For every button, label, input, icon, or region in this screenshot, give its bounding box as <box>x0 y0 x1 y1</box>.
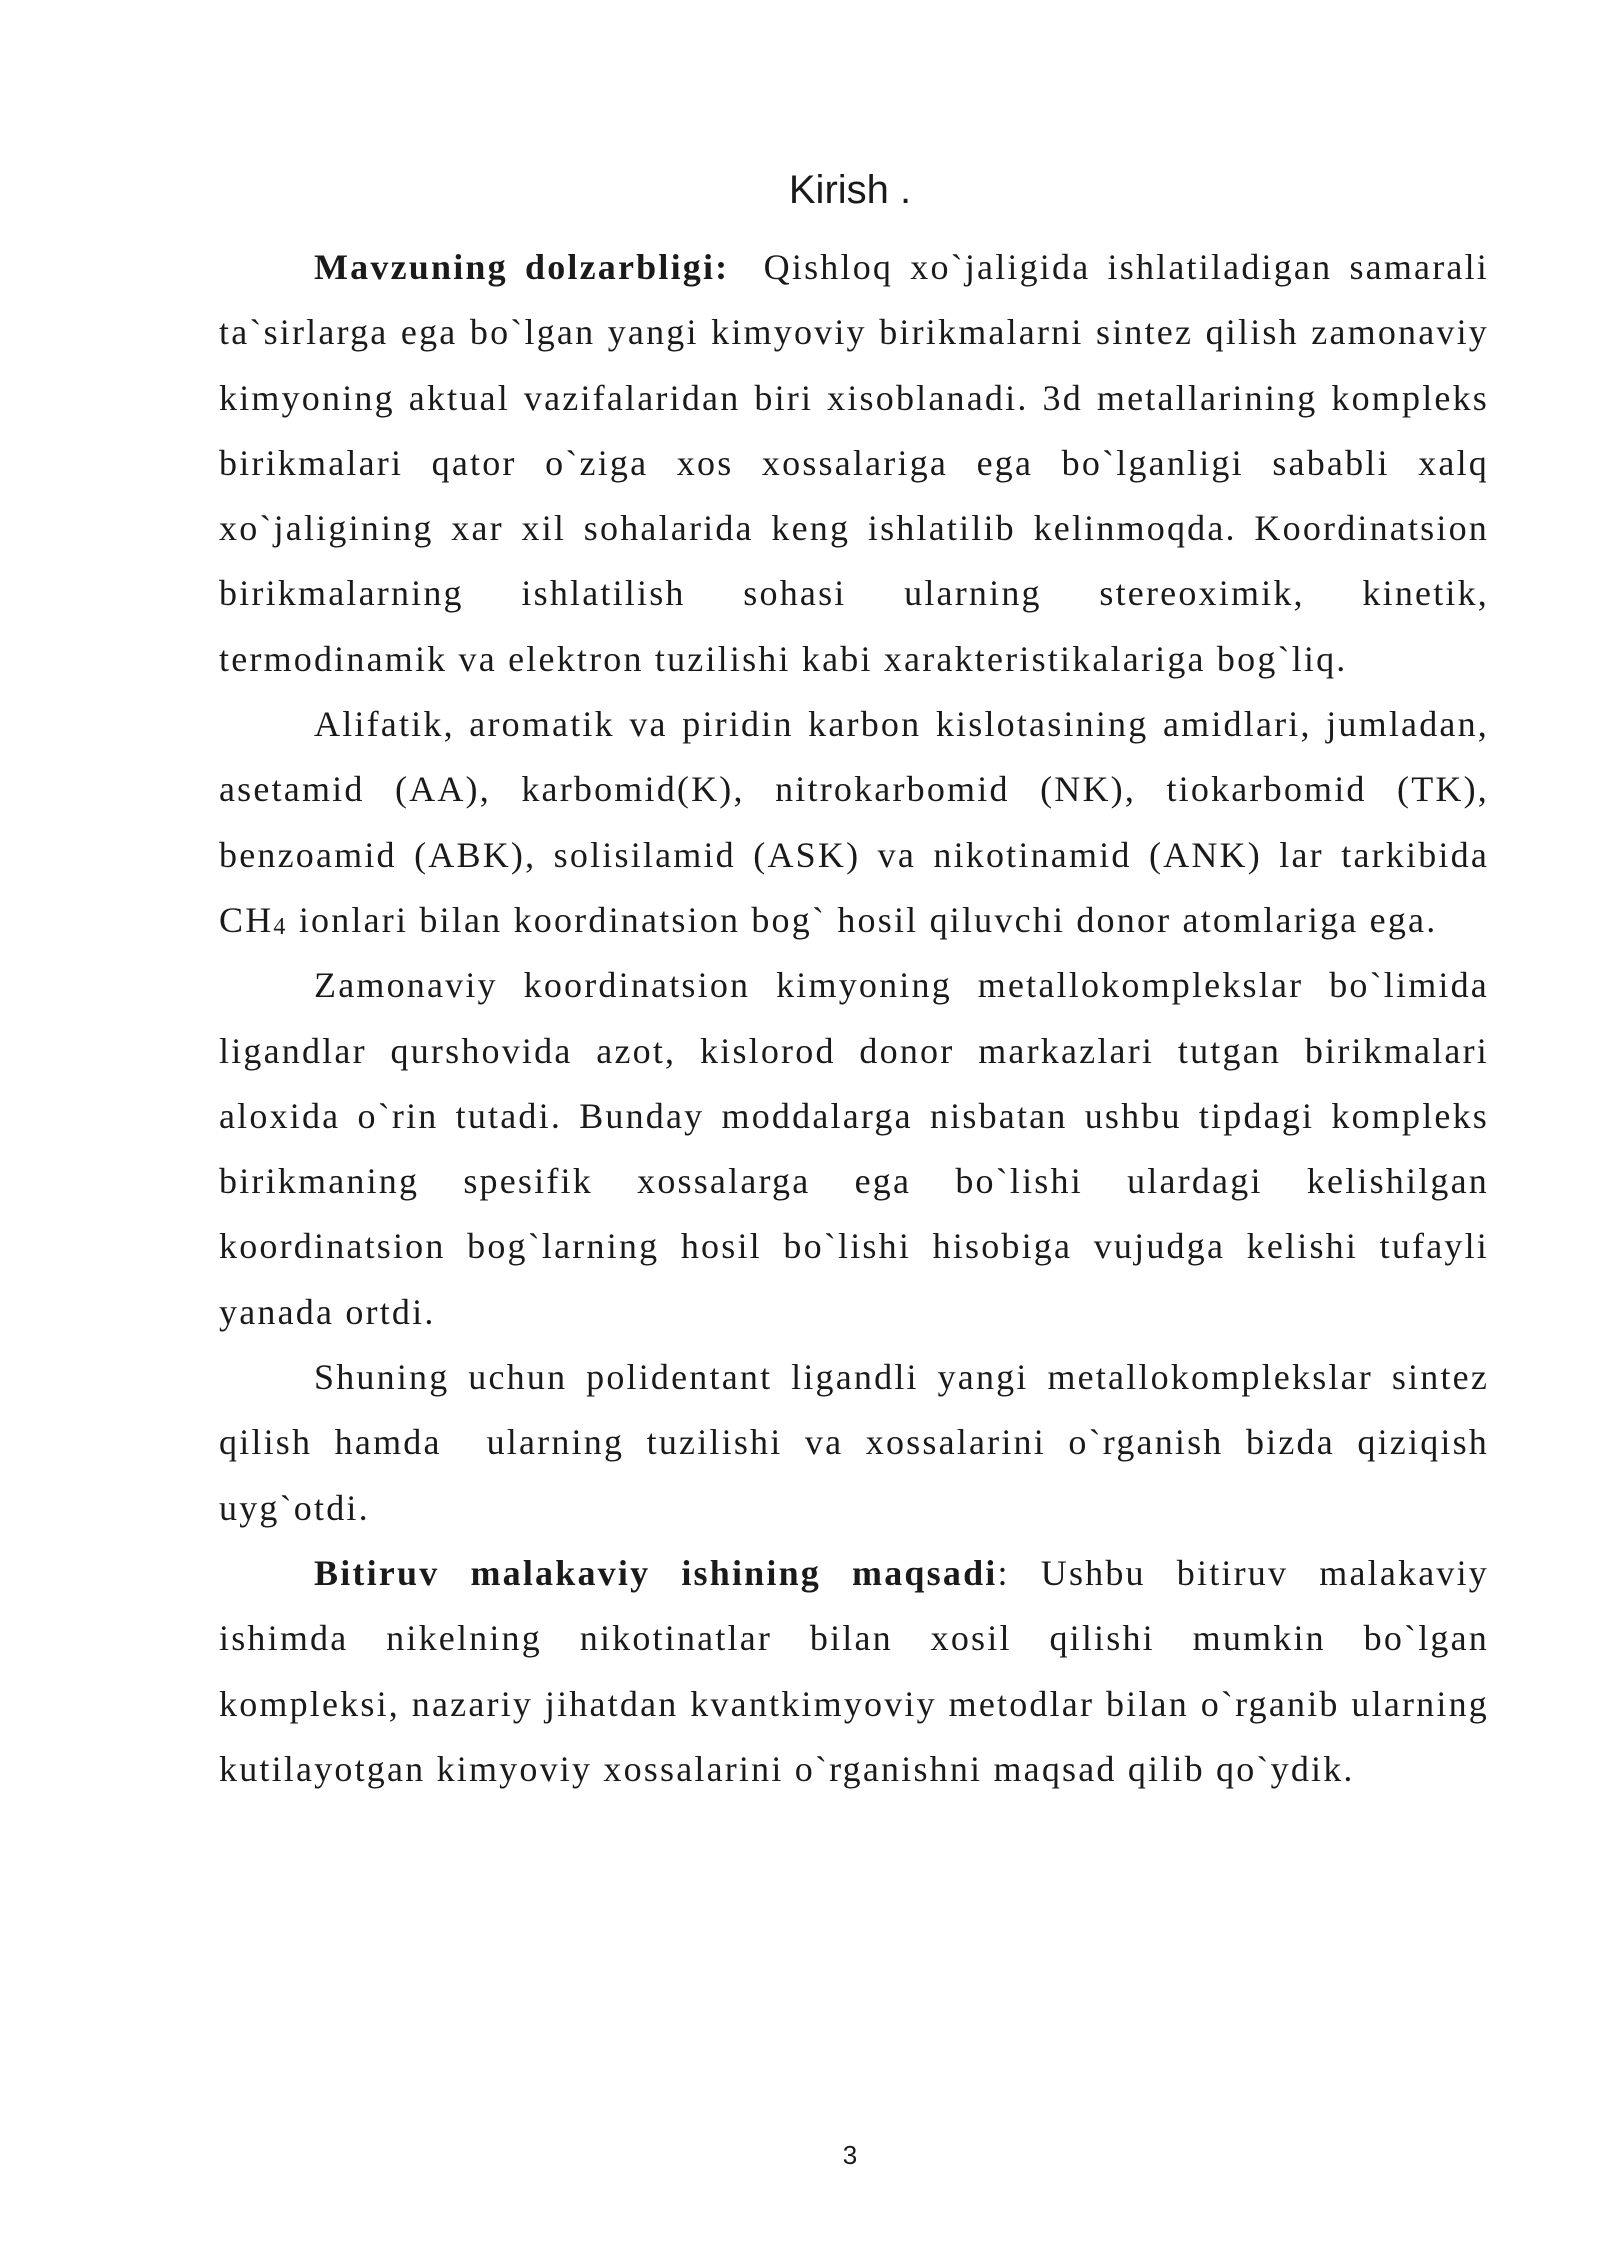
paragraph-relevance <box>219 235 1501 692</box>
amides-text-end: ionlari bilan koordinatsion bog` hosil qiluvchi donor atomlariga ega. <box>287 899 1438 940</box>
relevance-heading: Mavzuning dolzarbligi: <box>314 247 730 287</box>
goal-heading: Bitiruv malakaviy ishining maqsadi <box>314 1552 998 1593</box>
paragraph-coordination <box>219 953 1489 1345</box>
subscript-4: 4 <box>273 913 288 940</box>
paragraph-goal <box>219 1541 1489 1802</box>
goal-text: : Ushbu bitiruv malakaviy ishimda nikelning nikotinatlar bilan xosil qilishi mumkin bo`lgan kompleksi, nazariy jihatdan kvantkimyoviy metodlar bilan o`rganib ularning kutilayotgan kimyoviy xossalarini o`rganishni maqsad qilib qo`ydik. <box>219 1552 1489 1789</box>
paragraph-interest <box>219 1345 1501 1541</box>
interest-text: Shuning uchun polidentant ligandli yangi metallokomplekslar sintez qilish hamda ularning tuzilishi va xossalarini o`rganish bizda qiziqish uyg`otdi. <box>219 1357 1501 1528</box>
document-body <box>219 235 1501 1802</box>
coordination-text: Zamonaviy koordinatsion kimyoning metallokomplekslar bo`limida ligandlar qurshovida azot, kislorod donor markazlari tutgan birikmalari aloxida o`rin tutadi. Bunday moddalarga nisbatan ushbu tipdagi kompleks birikmaning spesifik xossalarga ega bo`lishi ulardagi kelishilgan koordinatsion bog`larning hosil bo`lishi hisobiga vujudga kelishi tufayli yanada ortdi. <box>219 965 1489 1332</box>
amides-text: Alifatik, aromatik va piridin karbon kislotasining amidlari, jumladan, asetamid (AA), karbomid(K), nitrokarbomid (NK), tiokarbomid (TK), benzoamid (ABK), solisilamid (ASK) va nikotinamid (ANK) lar tarkibida CH <box>219 704 1489 940</box>
page-number: 3 <box>842 2140 858 2170</box>
relevance-text: Qishloq xo`jaligida ishlatiladigan samarali ta`sirlarga ega bo`lgan yangi kimyoviy birikmalarni sintez qilish zamonaviy kimyoning aktual vazifalaridan biri xisoblanadi. 3d metallarining kompleks birikmalari qator o`ziga xos xossalariga ega bo`lganligi sababli xalq xo`jaligining xar xil sohalarida keng ishlatilib kelinmoqda. Koordinatsion birikmalarning ishlatilish sohasi ularning stereoximik, kinetik, termodinamik va elektron tuzilishi kabi xarakteristikalariga bog`liq. <box>219 247 1501 679</box>
page-title: Kirish . <box>788 168 912 212</box>
paragraph-amides <box>219 692 1489 953</box>
